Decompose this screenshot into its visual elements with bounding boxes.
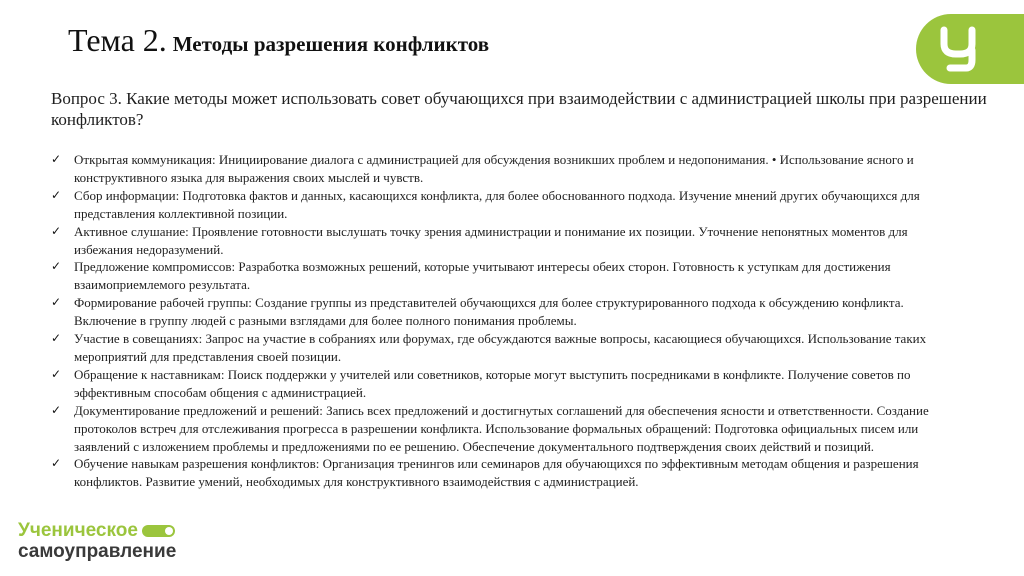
list-item-text: Участие в совещаниях: Запрос на участие в собраниях или форумах, где обсуждаются важные вопросы, касающиеся обучающихся. Использование таких мероприятий для представления своей позиции. [74,331,927,364]
list-item-text: Обращение к наставникам: Поиск поддержки у учителей или советников, которые могут выступить посредниками в конфликте. Получение советов по эффективным способам общения с администрацией. [74,366,911,400]
list-item [51,455,951,491]
toggle-pill-icon [142,525,175,537]
list-item [51,187,951,223]
list-item-text: Активное слушание: Проявление готовности выслушать точку зрения администрации и понимание их позиции. Уточнение непонятных моментов для избежания недоразумений. [74,223,908,257]
checkmark-icon: ✓ [51,295,62,310]
topic-label: Тема 2. [68,22,167,58]
methods-list [51,151,951,491]
checkmark-icon: ✓ [51,366,62,381]
u-letter-logo-icon [936,24,980,74]
checkmark-icon: ✓ [51,187,62,202]
list-item-text: Формирование рабочей группы: Создание группы из представителей обучающихся для более структурированного подхода к обсуждению конфликта. Включение в группу людей с разными взглядами для более полного понимания проблемы. [74,295,904,329]
list-item [51,151,951,187]
checkmark-icon: ✓ [51,331,62,346]
list-item [51,366,951,402]
list-item [51,330,951,366]
logo-word-1: Ученическое [18,520,138,541]
topic-subtitle: Методы разрешения конфликтов [172,32,490,56]
corner-logo [916,14,1024,84]
list-item-text: Документирование предложений и решений: Запись всех предложений и достигнутых соглашений для обеспечения ясности и ответственности. Создание протоколов встреч для отслеживания прогресса в разрешении конфликта. Использование формальных обращений: Подготовка официальных писем или заявлений с изложением проблемы и предложениями по ее решению. Обеспечение документального подтверждения своих действий и позиций. [74,402,929,454]
list-item-text: Сбор информации: Подготовка фактов и данных, касающихся конфликта, для более обоснованного подхода. Изучение мнений других обучающихся для представления коллективной позиции. [74,187,920,221]
checkmark-icon: ✓ [51,223,62,238]
logo-line-1 [18,521,176,541]
slide-title [68,22,489,59]
list-item [51,223,951,259]
logo-word-2: самоуправление [18,541,177,562]
checkmark-icon: ✓ [51,456,62,471]
list-item-text: Открытая коммуникация: Инициирование диалога с администрацией для обсуждения возникших проблем и недопонимания. • Использование ясного и конструктивного языка для выражения своих мыслей и чувств. [74,152,914,185]
checkmark-icon: ✓ [51,152,62,166]
list-item [51,402,951,456]
checkmark-icon: ✓ [51,402,62,417]
list-item [51,258,951,294]
list-item-text: Обучение навыкам разрешения конфликтов: Организация тренингов или семинаров для обучающихся по эффективным методам общения и разрешения конфликтов. Развитие умений, необходимых для конструктивного взаимодействия с администрацией. [74,456,919,490]
checkmark-icon: ✓ [51,259,62,274]
question-text: Вопрос 3. Какие методы может использовать совет обучающихся при взаимодействии с администрацией школы при разрешении конфликтов? [51,89,987,129]
list-item [51,294,951,330]
list-item-text: Предложение компромиссов: Разработка возможных решений, которые учитывают интересы обеих сторон. Готовность к уступкам для достижения взаимоприемлемого результата. [74,259,891,293]
student-government-logo [18,521,176,563]
